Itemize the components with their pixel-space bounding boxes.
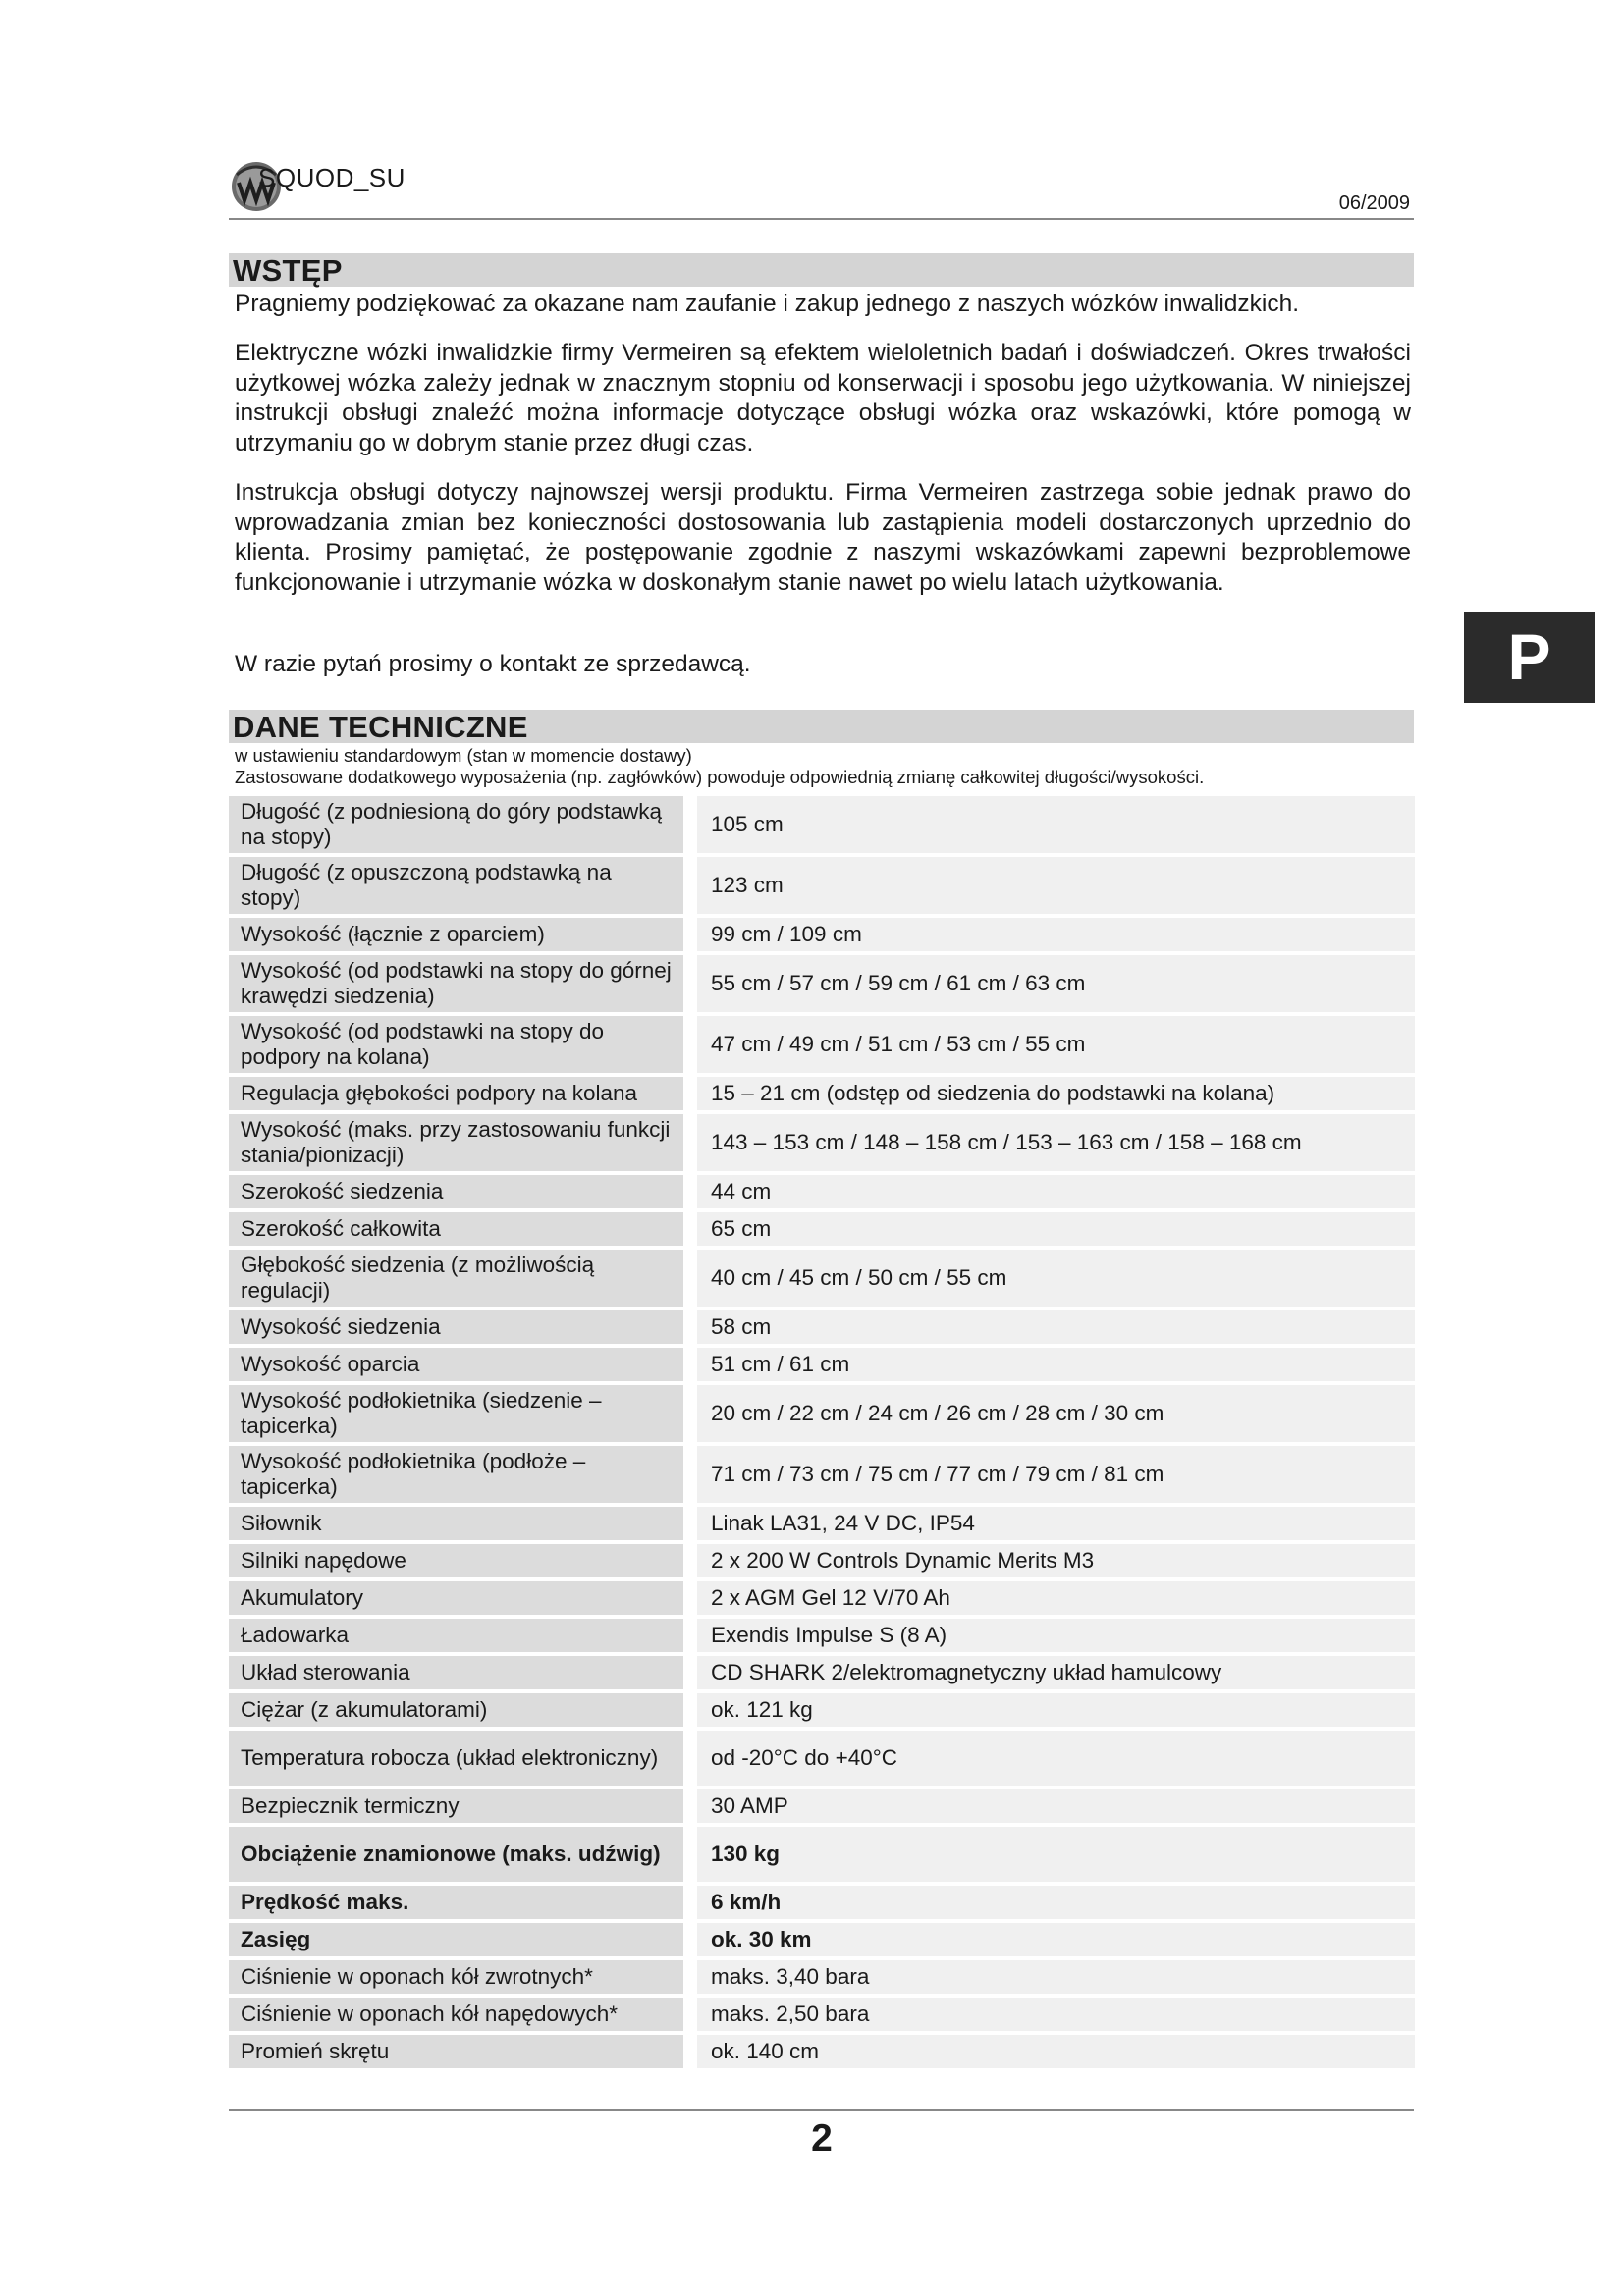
table-row [229, 1656, 1415, 1689]
table-row [229, 1789, 1415, 1823]
table-row [229, 1960, 1415, 1994]
spec-label: Temperatura robocza (układ elektroniczny) [229, 1731, 697, 1786]
specs-note-equipment: Zastosowane dodatkowego wyposażenia (np. zagłówków) powoduje odpowiednią zmianę całkowitej długości/wysokości. [235, 767, 1205, 787]
document-code: SQUOD_SU [258, 163, 406, 192]
table-row [229, 1250, 1415, 1307]
spec-value: 30 AMP [697, 1789, 1415, 1823]
spec-value: 2 x AGM Gel 12 V/70 Ah [697, 1581, 1415, 1615]
spec-label: Regulacja głębokości podpory na kolana [229, 1077, 697, 1110]
table-row [229, 1544, 1415, 1577]
spec-label: Długość (z podniesioną do góry podstawką na stopy) [229, 796, 697, 853]
spec-label: Ładowarka [229, 1619, 697, 1652]
spec-label: Ciśnienie w oponach kół napędowych* [229, 1998, 697, 2031]
spec-label: Głębokość siedzenia (z możliwością regulacji) [229, 1250, 697, 1307]
table-row [229, 1827, 1415, 1882]
table-row [229, 1114, 1415, 1171]
spec-value: 58 cm [697, 1310, 1415, 1344]
spec-value: 71 cm / 73 cm / 75 cm / 77 cm / 79 cm / 81 cm [697, 1446, 1415, 1503]
spec-value: 143 – 153 cm / 148 – 158 cm / 153 – 163 cm / 158 – 168 cm [697, 1114, 1415, 1171]
spec-value: Linak LA31, 24 V DC, IP54 [697, 1507, 1415, 1540]
spec-label: Akumulatory [229, 1581, 697, 1615]
spec-value: 15 – 21 cm (odstęp od siedzenia do podstawki na kolana) [697, 1077, 1415, 1110]
spec-label: Siłownik [229, 1507, 697, 1540]
intro-heading: WSTĘP [229, 253, 1414, 287]
table-row [229, 1077, 1415, 1110]
spec-value: 44 cm [697, 1175, 1415, 1208]
table-row [229, 1619, 1415, 1652]
spec-value: 51 cm / 61 cm [697, 1348, 1415, 1381]
intro-paragraph-4: W razie pytań prosimy o kontakt ze sprzedawcą. [235, 651, 751, 677]
spec-value: ok. 140 cm [697, 2035, 1415, 2068]
table-row [229, 1507, 1415, 1540]
spec-value: 2 x 200 W Controls Dynamic Merits M3 [697, 1544, 1415, 1577]
table-row [229, 1446, 1415, 1503]
spec-value: 47 cm / 49 cm / 51 cm / 53 cm / 55 cm [697, 1016, 1415, 1073]
spec-value: 123 cm [697, 857, 1415, 914]
spec-label: Wysokość podłokietnika (siedzenie – tapicerka) [229, 1385, 697, 1442]
table-row [229, 955, 1415, 1012]
table-row [229, 1310, 1415, 1344]
spec-value: ok. 30 km [697, 1923, 1415, 1956]
document-date: 06/2009 [1338, 192, 1410, 214]
table-row [229, 1693, 1415, 1727]
specs-table [229, 792, 1415, 2072]
specs-note-standard: w ustawieniu standardowym (stan w momencie dostawy) [235, 745, 692, 766]
spec-value: 105 cm [697, 796, 1415, 853]
spec-label: Promień skrętu [229, 2035, 697, 2068]
spec-value: 65 cm [697, 1212, 1415, 1246]
spec-value: od -20°C do +40°C [697, 1731, 1415, 1786]
specs-heading: DANE TECHNICZNE [229, 710, 1414, 743]
spec-value: 55 cm / 57 cm / 59 cm / 61 cm / 63 cm [697, 955, 1415, 1012]
table-row [229, 1385, 1415, 1442]
table-row [229, 2035, 1415, 2068]
table-row [229, 1175, 1415, 1208]
spec-label: Wysokość oparcia [229, 1348, 697, 1381]
spec-label: Szerokość całkowita [229, 1212, 697, 1246]
spec-label: Szerokość siedzenia [229, 1175, 697, 1208]
table-row [229, 1016, 1415, 1073]
spec-label: Długość (z opuszczoną podstawką na stopy) [229, 857, 697, 914]
page-header [229, 155, 1414, 220]
spec-label: Ciśnienie w oponach kół zwrotnych* [229, 1960, 697, 1994]
table-row [229, 1348, 1415, 1381]
table-row [229, 1212, 1415, 1246]
spec-value: Exendis Impulse S (8 A) [697, 1619, 1415, 1652]
spec-label: Obciążenie znamionowe (maks. udźwig) [229, 1827, 697, 1882]
table-row [229, 1998, 1415, 2031]
spec-label: Bezpiecznik termiczny [229, 1789, 697, 1823]
language-tab: P [1464, 612, 1595, 703]
spec-label: Prędkość maks. [229, 1886, 697, 1919]
table-row [229, 1886, 1415, 1919]
spec-label: Ciężar (z akumulatorami) [229, 1693, 697, 1727]
spec-label: Wysokość podłokietnika (podłoże – tapicerka) [229, 1446, 697, 1503]
page-number: 2 [811, 2117, 833, 2160]
spec-value: 130 kg [697, 1827, 1415, 1882]
spec-value: 20 cm / 22 cm / 24 cm / 26 cm / 28 cm / 30 cm [697, 1385, 1415, 1442]
intro-paragraph-2: Elektryczne wózki inwalidzkie firmy Vermeiren są efektem wieloletnich badań i doświadczeń. Okres trwałości użytkowej wózka zależy jednak w znacznym stopniu od konserwacji i sposobu jego użytkowania. W niniejszej instrukcji obsługi znaleźć można informacje dotyczące obsługi wózka oraz wskazówki, które pomogą w utrzymaniu go w dobrym stanie przez długi czas. [235, 340, 1411, 456]
spec-label: Silniki napędowe [229, 1544, 697, 1577]
table-row [229, 1923, 1415, 1956]
intro-paragraph-1: Pragniemy podziękować za okazane nam zaufanie i zakup jednego z naszych wózków inwalidzkich. [235, 291, 1300, 317]
spec-label: Wysokość (maks. przy zastosowaniu funkcji stania/pionizacji) [229, 1114, 697, 1171]
spec-value: 40 cm / 45 cm / 50 cm / 55 cm [697, 1250, 1415, 1307]
spec-label: Układ sterowania [229, 1656, 697, 1689]
table-row [229, 918, 1415, 951]
spec-value: ok. 121 kg [697, 1693, 1415, 1727]
table-row [229, 1581, 1415, 1615]
spec-label: Zasięg [229, 1923, 697, 1956]
spec-value: 99 cm / 109 cm [697, 918, 1415, 951]
table-row [229, 796, 1415, 853]
spec-value: maks. 3,40 bara [697, 1960, 1415, 1994]
footer-divider [229, 2109, 1414, 2111]
spec-value: CD SHARK 2/elektromagnetyczny układ hamulcowy [697, 1656, 1415, 1689]
table-row [229, 1731, 1415, 1786]
spec-label: Wysokość siedzenia [229, 1310, 697, 1344]
spec-label: Wysokość (od podstawki na stopy do górnej krawędzi siedzenia) [229, 955, 697, 1012]
spec-label: Wysokość (łącznie z oparciem) [229, 918, 697, 951]
intro-paragraph-3: Instrukcja obsługi dotyczy najnowszej wersji produktu. Firma Vermeiren zastrzega sobie jednak prawo do wprowadzania zmian bez konieczności dostosowania lub zastąpienia modeli dostarczonych uprzednio do klienta. Prosimy pamiętać, że postępowanie zgodnie z naszymi wskazówkami zapewni bezproblemowe funkcjonowanie i utrzymanie wózka w doskonałym stanie nawet po wielu latach użytkowania. [235, 479, 1411, 596]
table-row [229, 857, 1415, 914]
spec-label: Wysokość (od podstawki na stopy do podpory na kolana) [229, 1016, 697, 1073]
spec-value: maks. 2,50 bara [697, 1998, 1415, 2031]
spec-value: 6 km/h [697, 1886, 1415, 1919]
